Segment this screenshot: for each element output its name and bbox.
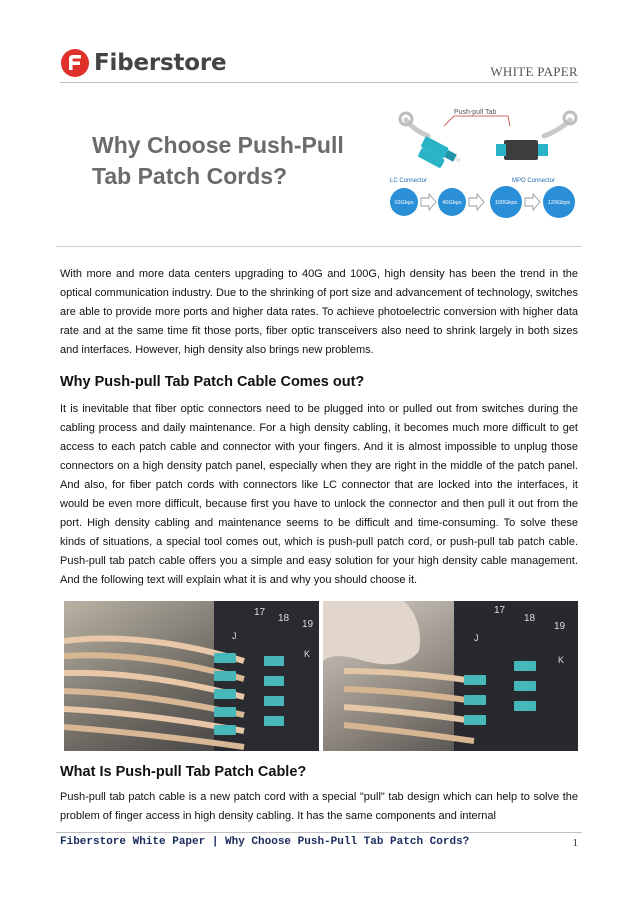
push-pull-tab-callout: Push-pull Tab bbox=[454, 109, 497, 116]
lc-connector-label: LC Connector bbox=[390, 178, 428, 184]
left-port-17: 17 bbox=[254, 607, 266, 618]
speed-label-3: 100Gbps bbox=[494, 200, 518, 206]
logo-text: Fiberstore bbox=[94, 50, 227, 76]
left-row-k: K bbox=[304, 649, 311, 659]
title-line-1: Why Choose Push-Pull bbox=[92, 132, 344, 158]
fiberstore-logo bbox=[60, 46, 226, 80]
title-divider bbox=[56, 246, 582, 247]
push-pull-tab-illustration bbox=[384, 106, 580, 234]
section1-paragraph: It is inevitable that fiber optic connectors need to be plugged into or pulled out from switches during the cabling process and daily maintenance. For a high density cabling, it becomes much more difficult to get access to each patch cable and connector with your fingers. And it is almost impossible to unplug those connectors on a high density patch panel, especially when they are right in the middle of the patch panel. And also, for fiber patch cords with connectors like LC connector that are locked into the interfaces, it would be even more difficult, because first you have to unlock the connector and then pull it out from the port. High density cabling and maintenance seems to be difficult and time-consuming. To solve these kinds of situations, a special tool comes out, which is push-pull patch cord, or push-pull tab patch cable. Push-pull tab patch cable offers you a simple and easy solution for your high density cable management. And the following text will explain what it is and why you should choose it. bbox=[60, 403, 578, 586]
white-paper-label: WHITE PAPER bbox=[490, 64, 578, 79]
speed-label-4: 120Gbps bbox=[547, 200, 571, 206]
footer-text: Fiberstore White Paper | Why Choose Push-Pull Tab Patch Cords? bbox=[60, 836, 470, 848]
hand-shape bbox=[323, 601, 420, 664]
mpo-connector-icon bbox=[496, 140, 548, 160]
arrow-icon-1 bbox=[421, 194, 436, 210]
lc-connector-icon bbox=[416, 136, 463, 175]
callout-line-left bbox=[444, 116, 454, 126]
left-row-j: J bbox=[232, 631, 237, 641]
left-port-18: 18 bbox=[278, 613, 290, 624]
fiberstore-logo-icon bbox=[60, 48, 90, 78]
section2-paragraph: Push-pull tab patch cable is a new patch cord with a special "pull" tab design which can help to solve the problem of finger access in high density cabling. It has the same components and internal bbox=[60, 791, 578, 822]
footer-divider bbox=[56, 832, 582, 833]
right-port-19: 19 bbox=[554, 621, 566, 632]
patch-panel-photos bbox=[64, 601, 578, 751]
left-port-19: 19 bbox=[302, 619, 314, 630]
intro-paragraph: With more and more data centers upgrading to 40G and 100G, high density has been the trend in the optical communication industry. Due to the shrinking of port size and advancement of technology, switches are able to provide more ports and higher data rates. To achieve photoelectric conversion with higher data rate and at the same time fit those ports, fiber optic transceivers also need to shrink largely in both sizes and interfaces. However, high density also brings new problems. bbox=[60, 268, 578, 356]
arrow-icon-3 bbox=[525, 194, 540, 210]
arrow-icon-2 bbox=[469, 194, 484, 210]
speed-label-2: 40Gbps bbox=[442, 200, 462, 206]
document-title bbox=[92, 130, 382, 192]
section2-heading: What Is Push-pull Tab Patch Cable? bbox=[60, 764, 307, 780]
right-port-18: 18 bbox=[524, 613, 536, 624]
speed-label-1: 10Gbps bbox=[394, 200, 414, 206]
right-row-j: J bbox=[474, 633, 479, 643]
header-divider bbox=[60, 82, 578, 83]
mpo-connector-label: MPO Connector bbox=[512, 178, 556, 184]
right-port-17: 17 bbox=[494, 605, 506, 616]
section1-heading: Why Push-pull Tab Patch Cable Comes out? bbox=[60, 374, 365, 390]
page-number: 1 bbox=[572, 837, 578, 849]
callout-line-right bbox=[508, 116, 510, 126]
right-row-k: K bbox=[558, 655, 565, 665]
title-line-2: Tab Patch Cords? bbox=[92, 163, 288, 189]
